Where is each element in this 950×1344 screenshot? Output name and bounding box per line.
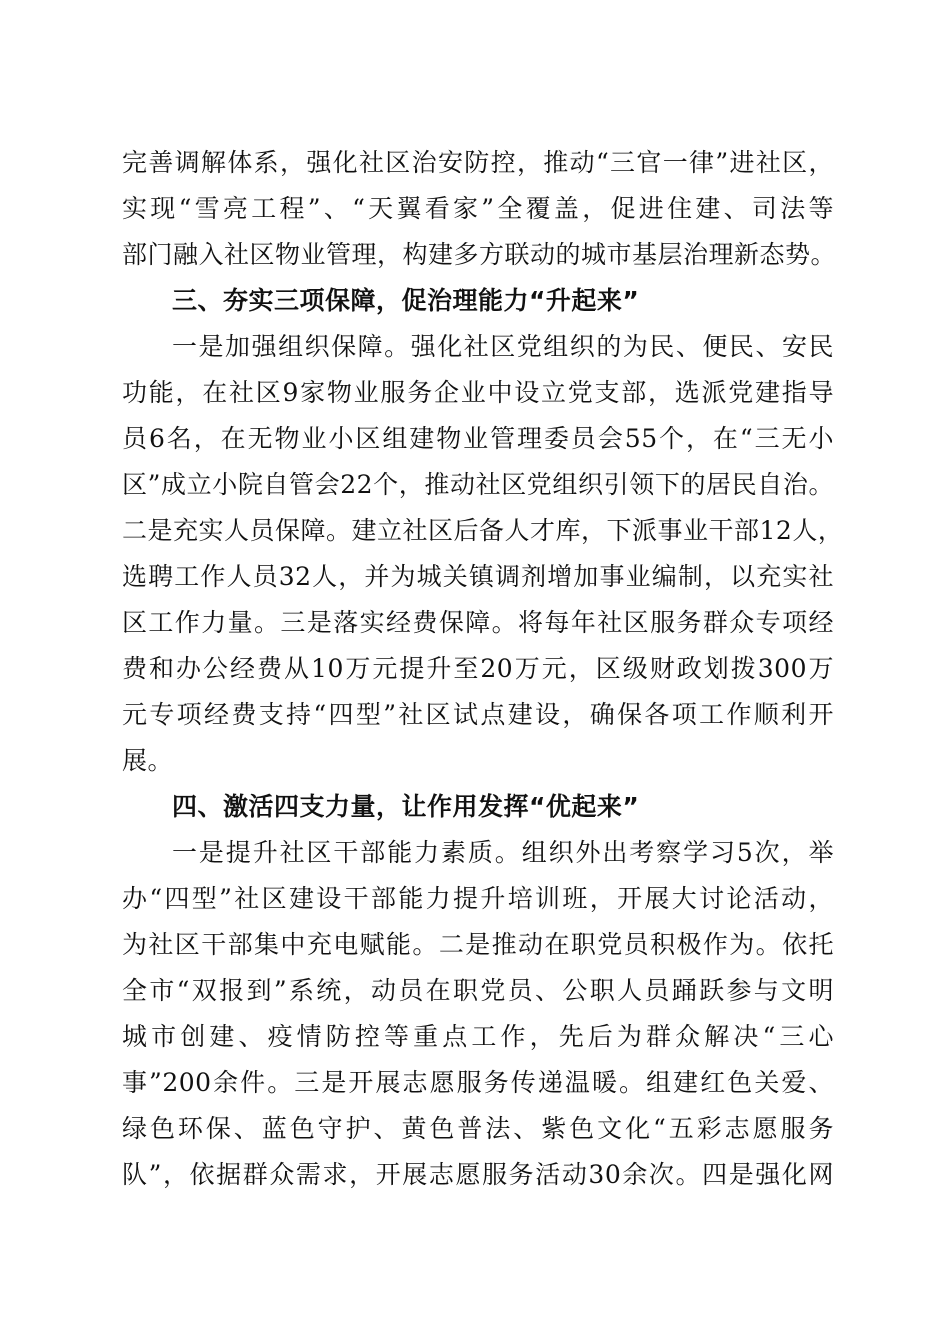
body-text-line: 费和办公经费从10万元提升至20万元，区级财政划拨300万 xyxy=(122,654,834,683)
section-heading-4: 四、激活四支力量，让作用发挥“优起来” xyxy=(172,792,640,821)
body-text-line: 展。 xyxy=(122,746,174,775)
body-text-line: 实现“雪亮工程”、“天翼看家”全覆盖，促进住建、司法等 xyxy=(122,194,834,223)
body-text-line: 区工作力量。三是落实经费保障。将每年社区服务群众专项经 xyxy=(122,608,834,637)
body-text-line: 区”成立小院自管会22个，推动社区党组织引领下的居民自治。 xyxy=(122,470,834,499)
body-text-line: 一是提升社区干部能力素质。组织外出考察学习5次，举 xyxy=(172,838,834,867)
body-text-line: 全市“双报到”系统，动员在职党员、公职人员踊跃参与文明 xyxy=(122,976,834,1005)
body-text-line: 为社区干部集中充电赋能。二是推动在职党员积极作为。依托 xyxy=(122,930,834,959)
body-text-line: 功能，在社区9家物业服务企业中设立党支部，选派党建指导 xyxy=(122,378,834,407)
body-text-line: 二是充实人员保障。建立社区后备人才库，下派事业干部12人， xyxy=(122,516,844,545)
body-text-line: 员6名，在无物业小区组建物业管理委员会55个，在“三无小 xyxy=(122,424,834,453)
body-text-line: 选聘工作人员32人，并为城关镇调剂增加事业编制，以充实社 xyxy=(122,562,834,591)
body-text-line: 队”，依据群众需求，开展志愿服务活动30余次。四是强化网 xyxy=(122,1160,834,1189)
body-text-line: 元专项经费支持“四型”社区试点建设，确保各项工作顺利开 xyxy=(122,700,834,729)
body-text-line: 完善调解体系，强化社区治安防控，推动“三官一律”进社区， xyxy=(122,148,834,177)
body-text-line: 城市创建、疫情防控等重点工作，先后为群众解决“三心 xyxy=(122,1022,834,1051)
body-text-line: 事”200余件。三是开展志愿服务传递温暖。组建红色关爱、 xyxy=(122,1068,834,1097)
body-text-line: 绿色环保、蓝色守护、黄色普法、紫色文化“五彩志愿服务 xyxy=(122,1114,834,1143)
body-text-line: 办“四型”社区建设干部能力提升培训班，开展大讨论活动， xyxy=(122,884,834,913)
section-heading-3: 三、夯实三项保障，促治理能力“升起来” xyxy=(172,286,640,315)
body-text-line: 一是加强组织保障。强化社区党组织的为民、便民、安民 xyxy=(172,332,834,361)
body-text-line: 部门融入社区物业管理，构建多方联动的城市基层治理新态势。 xyxy=(122,240,837,269)
